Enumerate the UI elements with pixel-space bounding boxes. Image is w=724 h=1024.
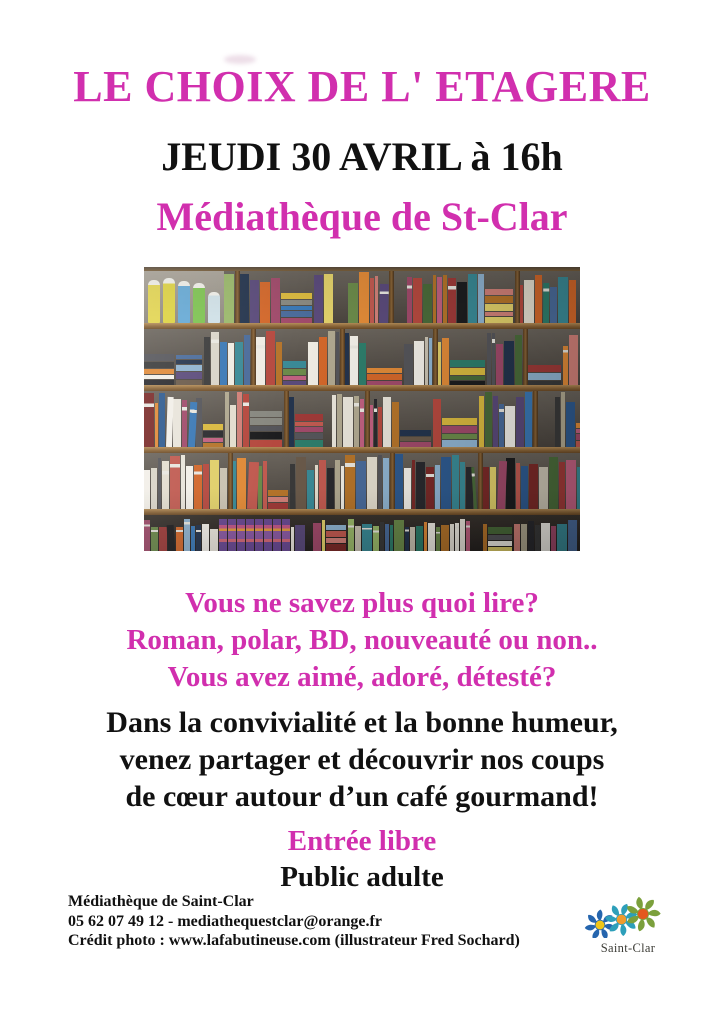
book-spine (319, 337, 327, 385)
book-spine (235, 342, 243, 385)
stacked-books (576, 422, 580, 447)
book-spine (144, 393, 154, 447)
stacked-books (488, 526, 512, 551)
book-spine (225, 392, 229, 447)
book-spine (485, 392, 492, 447)
book-spine (158, 458, 161, 509)
book-spine (350, 336, 358, 385)
book-spine (263, 461, 267, 509)
book-spine (492, 333, 495, 385)
book-spine (455, 523, 459, 551)
book-spine (224, 274, 234, 323)
book-spine (524, 280, 534, 323)
book-spine (271, 278, 280, 323)
paint-bottle (163, 278, 175, 323)
book-spine (433, 399, 441, 447)
book-spine (348, 283, 358, 323)
book-spine (348, 519, 354, 551)
shelf-row (144, 391, 580, 447)
book-spine (243, 394, 249, 447)
stacked-books (281, 292, 312, 323)
book-spine (424, 522, 427, 551)
stacked-books (250, 410, 282, 447)
shelf-divider (533, 391, 538, 447)
footer-org: Médiathèque de Saint-Clar (68, 893, 254, 910)
book-spine (155, 403, 158, 447)
book-spine (550, 287, 557, 323)
stacked-books (144, 353, 174, 385)
book-spine (374, 399, 377, 447)
book-spine (478, 274, 484, 323)
book-spine (173, 399, 181, 447)
book-spine (191, 526, 195, 551)
book-spine (515, 335, 522, 385)
book-spine (543, 283, 549, 323)
teaser-line-2: Roman, polar, BD, nouveauté ou non.. (126, 623, 598, 656)
book-spine (220, 342, 227, 385)
book-spine (479, 396, 484, 447)
book-spine (457, 282, 467, 323)
book-spine (335, 460, 340, 509)
book-spine (327, 468, 334, 509)
book-spine (370, 278, 374, 323)
book-spine (535, 525, 540, 551)
stacked-books (268, 489, 288, 509)
book-spine (255, 519, 263, 551)
stacked-books (442, 417, 477, 447)
book-spine (159, 393, 165, 447)
book-spine (219, 519, 227, 551)
book-spine (441, 457, 451, 509)
book-spine (354, 396, 359, 447)
book-spine (186, 466, 193, 509)
book-spine (314, 275, 323, 323)
book-spine (429, 338, 432, 385)
book-spine (291, 527, 294, 551)
book-spine (568, 520, 577, 551)
book-spine (559, 462, 565, 509)
book-spine (505, 406, 515, 447)
book-spine (407, 277, 412, 323)
book-spine (210, 529, 218, 551)
book-spine (516, 463, 520, 509)
stacked-books (176, 354, 202, 385)
book-spine (196, 525, 201, 551)
book-spine (404, 468, 411, 509)
book-spine (182, 400, 187, 447)
book-spine (204, 337, 210, 385)
book-spine (375, 276, 378, 323)
paint-bottles (144, 271, 224, 323)
book-spine (379, 283, 389, 322)
book-spine (359, 272, 369, 323)
book-spine (250, 280, 259, 323)
book-spine (355, 526, 361, 551)
book-spine (378, 407, 382, 447)
book-spine (557, 524, 567, 551)
audience-line: Public adulte (280, 860, 444, 893)
book-spine (240, 274, 249, 323)
book-spine (332, 395, 336, 447)
book-spine (362, 524, 372, 551)
book-spine (228, 343, 234, 385)
book-spine (151, 468, 157, 509)
book-spine (315, 465, 318, 509)
book-spine (442, 338, 449, 385)
book-spine (319, 460, 326, 509)
shelf-row (144, 329, 580, 385)
book-spine (313, 523, 321, 551)
paint-bottle (208, 292, 220, 323)
book-spine (296, 457, 306, 509)
book-spine (414, 341, 424, 385)
book-spine (383, 397, 391, 447)
book-spine (561, 392, 565, 447)
stacked-books (283, 360, 306, 385)
book-spine (566, 460, 576, 509)
book-spine (151, 527, 158, 551)
book-spine (436, 527, 440, 551)
book-spine (563, 346, 568, 385)
footer-contact-block (68, 892, 520, 951)
paint-bottle (193, 283, 205, 323)
book-spine (395, 454, 403, 509)
book-spine (237, 519, 245, 551)
description-line-2: venez partager et découvrir nos coups (119, 742, 605, 776)
book-spine (341, 466, 344, 509)
book-spine (528, 521, 534, 551)
book-spine (437, 277, 442, 323)
book-spine (460, 462, 465, 509)
book-spine (423, 284, 432, 323)
book-spine (558, 277, 568, 323)
shelf-row (144, 453, 580, 509)
book-spine (426, 467, 434, 509)
book-spine (535, 275, 542, 323)
book-spine (237, 458, 246, 509)
print-artifact (224, 55, 256, 64)
paint-bottle (148, 280, 160, 323)
book-spine (566, 402, 575, 447)
book-spine (487, 333, 491, 385)
book-spine (394, 520, 404, 551)
suns-logo-icon (584, 892, 672, 938)
description-block (0, 704, 724, 815)
book-spine (230, 405, 236, 447)
book-spine (549, 457, 558, 509)
book-spine (448, 278, 456, 323)
book-spine (273, 519, 281, 551)
book-spine (410, 527, 415, 551)
book-spine (438, 342, 441, 385)
shelf-divider (389, 271, 394, 323)
book-spine (555, 397, 560, 447)
book-spine (367, 457, 377, 509)
book-spine (466, 521, 470, 551)
book-spine (483, 524, 487, 551)
book-spine (170, 456, 180, 509)
book-spine (383, 458, 389, 509)
stacked-books (203, 423, 223, 447)
teaser-line-1: Vous ne savez plus quoi lire? (185, 586, 539, 619)
book-spine (569, 335, 578, 385)
book-spine (233, 461, 236, 509)
book-spine (162, 461, 169, 509)
shelf-row (144, 515, 580, 551)
event-date: JEUDI 30 AVRIL à 16h (161, 133, 563, 179)
book-spine (167, 524, 175, 550)
stacked-books (400, 429, 431, 447)
stacked-books (326, 524, 346, 551)
book-spine (370, 405, 373, 447)
book-spine (541, 523, 550, 551)
book-spine (373, 526, 379, 551)
book-spine (264, 519, 272, 551)
book-spine (211, 332, 219, 385)
book-spine (521, 466, 528, 509)
book-spine (260, 282, 270, 323)
book-spine (144, 520, 150, 551)
book-spine (256, 337, 265, 385)
book-spine (520, 285, 523, 323)
book-spine (322, 520, 325, 551)
book-spine (529, 464, 538, 509)
book-spine (345, 333, 349, 385)
stacked-books (295, 413, 323, 447)
book-spine (504, 341, 514, 385)
book-spine (290, 464, 295, 509)
book-spine (181, 455, 185, 509)
shelf-row (144, 271, 580, 323)
book-spine (514, 524, 520, 551)
book-spine (577, 467, 580, 509)
book-spine (194, 465, 202, 509)
book-spine (392, 402, 399, 447)
book-spine (443, 275, 447, 323)
book-spine (159, 527, 167, 551)
book-spine (499, 404, 504, 447)
book-spine (404, 344, 413, 385)
book-spine (307, 470, 314, 509)
book-spine (506, 458, 515, 509)
book-spine (496, 344, 503, 385)
book-spine (433, 275, 436, 323)
book-spine (405, 527, 409, 551)
book-spine (413, 278, 422, 323)
book-spine (244, 335, 250, 385)
book-spine (210, 460, 219, 509)
book-spine (328, 331, 335, 385)
footer-contact: 05 62 07 49 12 - mediathequestclar@orange.fr (68, 912, 382, 930)
book-spine (390, 525, 393, 551)
book-spine (450, 524, 454, 551)
description-line-3: de cœur autour d’un café gourmand! (125, 779, 599, 813)
book-spine (356, 461, 366, 509)
book-spine (203, 464, 209, 509)
book-spine (435, 465, 440, 509)
book-spine (516, 397, 524, 447)
book-spine (460, 519, 465, 551)
book-spine (184, 519, 190, 551)
stacked-books (485, 288, 513, 323)
book-spine (337, 394, 342, 447)
teaser-block (0, 585, 724, 696)
book-spine (324, 274, 333, 323)
book-spine (468, 274, 477, 323)
book-spine (336, 332, 339, 385)
book-spine (569, 280, 576, 323)
venue-name: Médiathèque de St-Clar (156, 193, 568, 239)
book-spine (266, 331, 275, 385)
saint-clar-logo (582, 892, 674, 956)
book-spine (452, 455, 459, 509)
footer-credit: Crédit photo : www.lafabutineuse.com (illustrateur Fred Sochard) (68, 932, 520, 949)
book-spine (237, 392, 242, 447)
book-spine (425, 337, 428, 385)
stacked-books (367, 367, 402, 385)
book-spine (539, 467, 548, 509)
book-spine (246, 519, 254, 551)
book-spine (416, 526, 423, 551)
book-spine (490, 467, 496, 509)
book-spine (493, 396, 498, 447)
book-spine (416, 462, 425, 509)
book-spine (551, 526, 556, 551)
book-spine (176, 527, 183, 551)
book-spine (220, 468, 227, 509)
entry-line: Entrée libre (287, 824, 437, 857)
logo-label: Saint-Clar (600, 941, 656, 955)
book-spine (525, 392, 532, 447)
paint-bottle (178, 281, 190, 323)
book-spine (308, 342, 318, 385)
teaser-line-3: Vous avez aimé, adoré, détesté? (167, 660, 557, 693)
book-spine (295, 525, 305, 551)
book-spine (428, 523, 435, 551)
book-spine (359, 343, 366, 385)
book-spine (380, 522, 384, 551)
book-spine (343, 397, 353, 447)
book-spine (202, 524, 209, 551)
stacked-books (528, 364, 561, 385)
book-spine (441, 525, 449, 551)
book-spine (385, 524, 389, 551)
book-spine (276, 342, 282, 385)
stacked-books (450, 359, 485, 385)
event-title: LE CHOIX DE L' ETAGERE (73, 62, 651, 111)
book-spine (483, 467, 489, 509)
book-spine (378, 455, 382, 509)
book-spine (521, 524, 527, 551)
book-spine (412, 460, 415, 509)
description-line-1: Dans la convivialité et la bonne humeur, (106, 705, 618, 739)
bookshelf-photo (144, 267, 580, 551)
book-spine (360, 399, 364, 447)
book-spine (282, 519, 290, 551)
book-spine (247, 461, 259, 508)
book-spine (228, 519, 236, 551)
book-spine (345, 455, 355, 509)
book-spine (144, 470, 150, 509)
book-spine (289, 397, 294, 447)
